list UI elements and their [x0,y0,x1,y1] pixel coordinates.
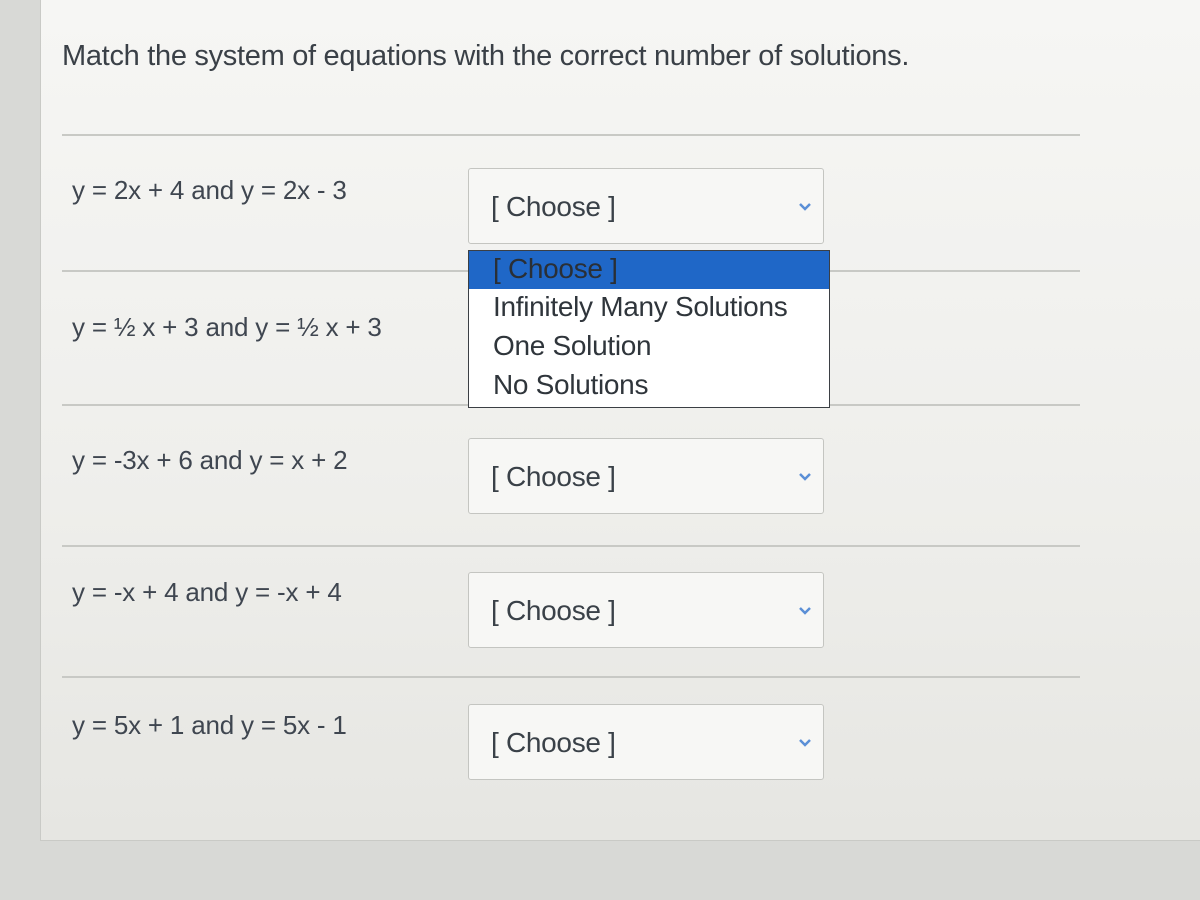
select-value: [ Choose ] [491,191,616,222]
equation-5: y = 5x + 1 and y = 5x - 1 [72,710,347,740]
chevron-down-icon [797,469,813,485]
divider [62,134,1080,136]
select-value: [ Choose ] [491,595,616,626]
answer-select-4[interactable] [468,572,824,648]
chevron-down-icon [797,603,813,619]
question-text: Match the system of equations with the correct number of solutions. [62,40,910,72]
dropdown-option-infinitely-many[interactable]: Infinitely Many Solutions [493,291,788,322]
divider [62,676,1080,678]
equation-3: y = -3x + 6 and y = x + 2 [72,445,348,475]
select-value: [ Choose ] [491,727,616,758]
equation-1: y = 2x + 4 and y = 2x - 3 [72,175,347,205]
chevron-down-icon [797,199,813,215]
equation-2: y = ½ x + 3 and y = ½ x + 3 [72,312,382,342]
answer-select-5[interactable] [468,704,824,780]
dropdown-option-choose[interactable]: [ Choose ] [469,251,829,289]
dropdown-option-no-solutions[interactable]: No Solutions [493,369,649,400]
answer-select-1[interactable] [468,168,824,244]
select-value: [ Choose ] [491,461,616,492]
dropdown-option-one-solution[interactable]: One Solution [493,330,652,361]
equation-4: y = -x + 4 and y = -x + 4 [72,577,342,607]
answer-select-3[interactable] [468,438,824,514]
chevron-down-icon [797,735,813,751]
dropdown-options-list[interactable] [468,250,830,408]
divider [62,545,1080,547]
